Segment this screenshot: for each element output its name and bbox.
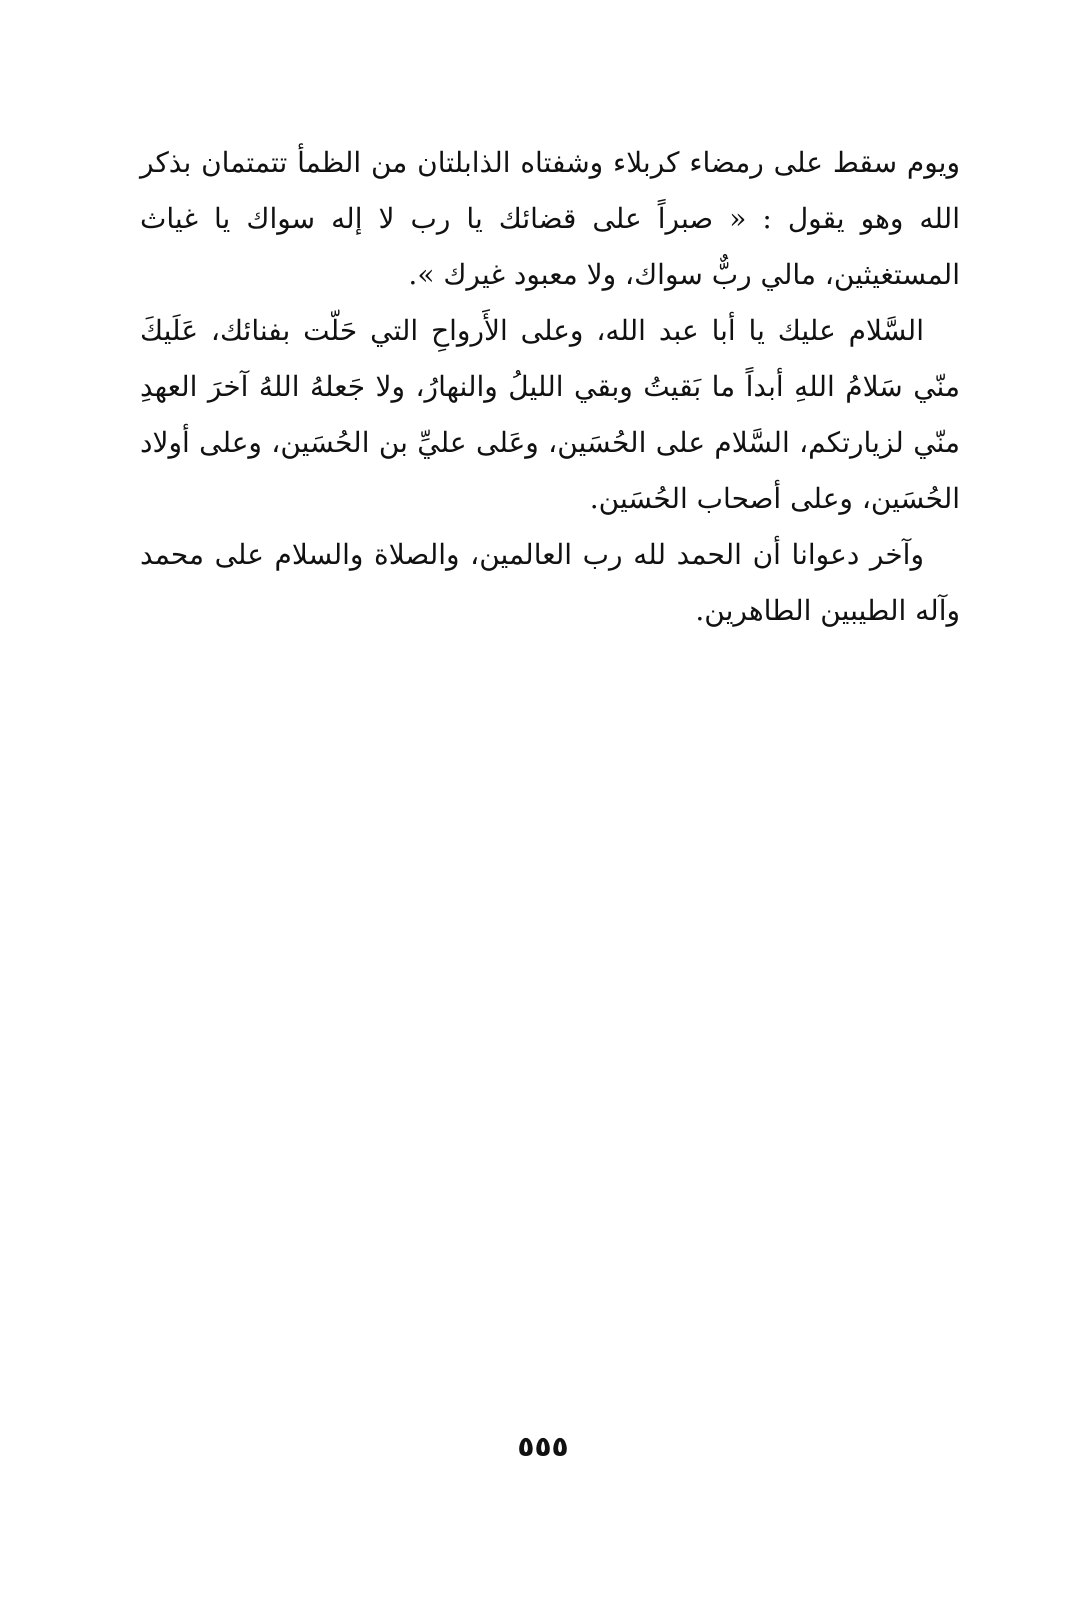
paragraph-salam: السَّلام عليك يا أبا عبد الله، وعلى الأَرواحِ التي حَلّت بفنائك، عَلَيكَ منّي سَلامُ اللهِ أبداً ما بَقيتُ وبقي الليلُ والنهارُ، ولا جَعلهُ اللهُ آخرَ العهدِ منّي لزيارتكم، السَّلام على الحُسَين، وعَلى عليِّ بن الحُسَين، وعلى أولاد الحُسَين، وعلى أصحاب الحُسَين.: [140, 314, 961, 515]
page-number: ٥٥٥: [517, 1430, 569, 1463]
page-body-text: [140, 135, 960, 639]
paragraph-closing-prayer: وآخر دعوانا أن الحمد لله رب العالمين، والصلاة والسلام على محمد وآله الطيبين الطاهرين.: [140, 538, 960, 627]
paragraph-karbala: ويوم سقط على رمضاء كربلاء وشفتاه الذابلتان من الظمأ تتمتمان بذكر الله وهو يقول : « صبراً على قضائك يا رب لا إله سواك يا غياث المستغيثين، مالي ربٌّ سواك، ولا معبود غيرك ».: [140, 146, 960, 291]
